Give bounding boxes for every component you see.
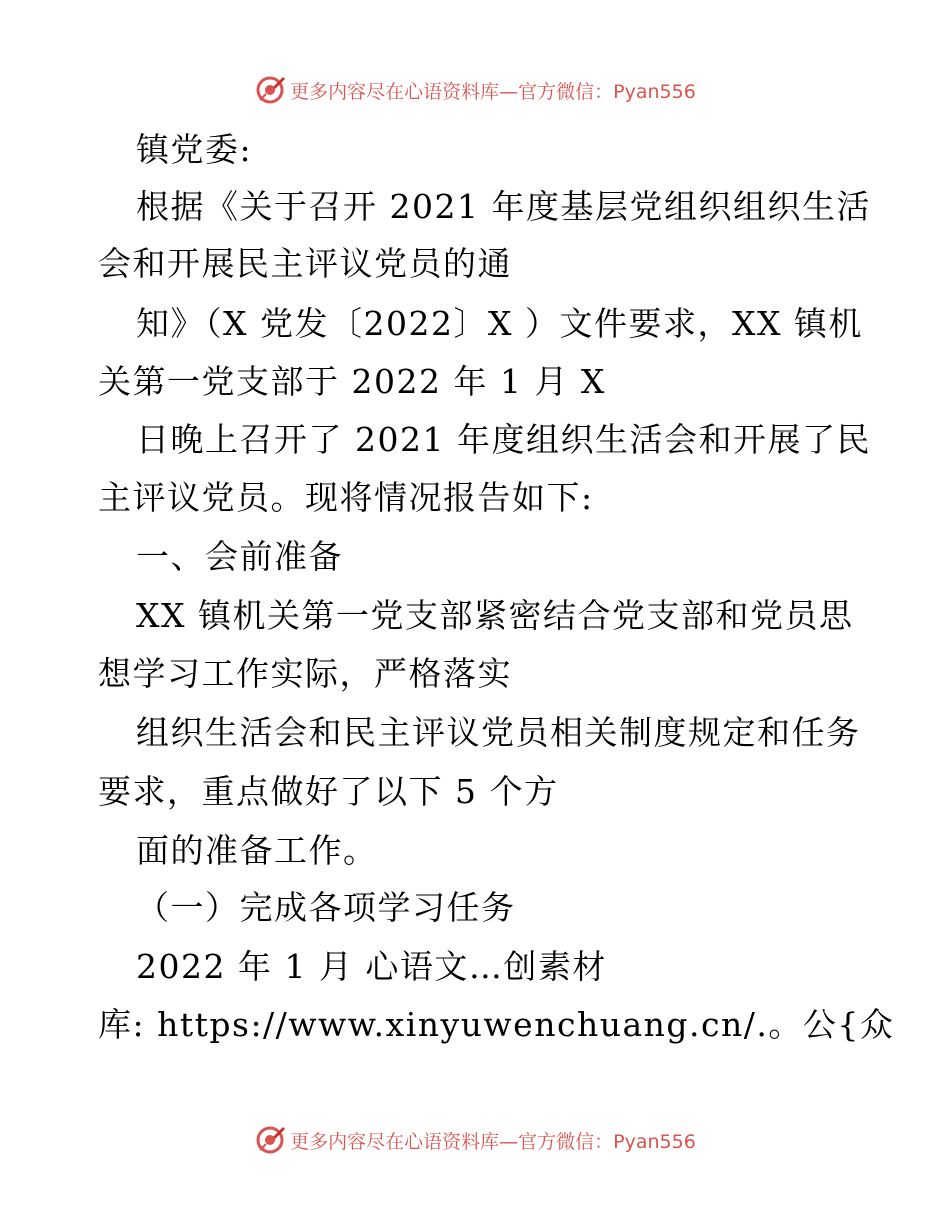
- body-line: 主评议党员。现将情况报告如下:: [98, 478, 594, 517]
- watermark-banner-top: [0, 70, 950, 110]
- body-line: 关第一党支部于 2022 年 1 月 X: [98, 362, 606, 401]
- watermark-text: 更多内容尽在心语资料库—官方微信：Pyan556: [290, 1130, 696, 1153]
- watermark-banner-bottom: [0, 1120, 950, 1160]
- body-line: 想学习工作实际，严格落实: [98, 654, 512, 693]
- body-line: 根据《关于召开 2021 年度基层党组织组织生活: [136, 187, 871, 226]
- brand-logo-icon: [254, 74, 286, 106]
- body-line: 日晚上召开了 2021 年度组织生活会和开展了民: [136, 420, 871, 459]
- section-heading: 一、会前准备: [136, 537, 343, 576]
- body-line: 要求，重点做好了以下 5 个方: [98, 772, 559, 811]
- salutation: 镇党委:: [136, 130, 253, 169]
- body-line: 组织生活会和民主评议党员相关制度规定和任务: [136, 713, 861, 752]
- body-line: 库: https://www.xinyuwenchuang.cn/.。公{众: [98, 1005, 895, 1044]
- brand-logo-icon: [254, 1124, 286, 1156]
- subsection-heading: （一）完成各项学习任务: [136, 888, 516, 927]
- body-line: 知》（X 党发〔2022〕X ）文件要求，XX 镇机: [136, 304, 863, 343]
- body-line: XX 镇机关第一党支部紧密结合党支部和党员思: [136, 596, 854, 635]
- body-line: 会和开展民主评议党员的通: [98, 244, 512, 283]
- watermark-text: 更多内容尽在心语资料库—官方微信：Pyan556: [290, 80, 696, 103]
- body-line: 面的准备工作。: [136, 831, 378, 870]
- body-line: 2022 年 1 月 心语文…创素材: [136, 947, 607, 986]
